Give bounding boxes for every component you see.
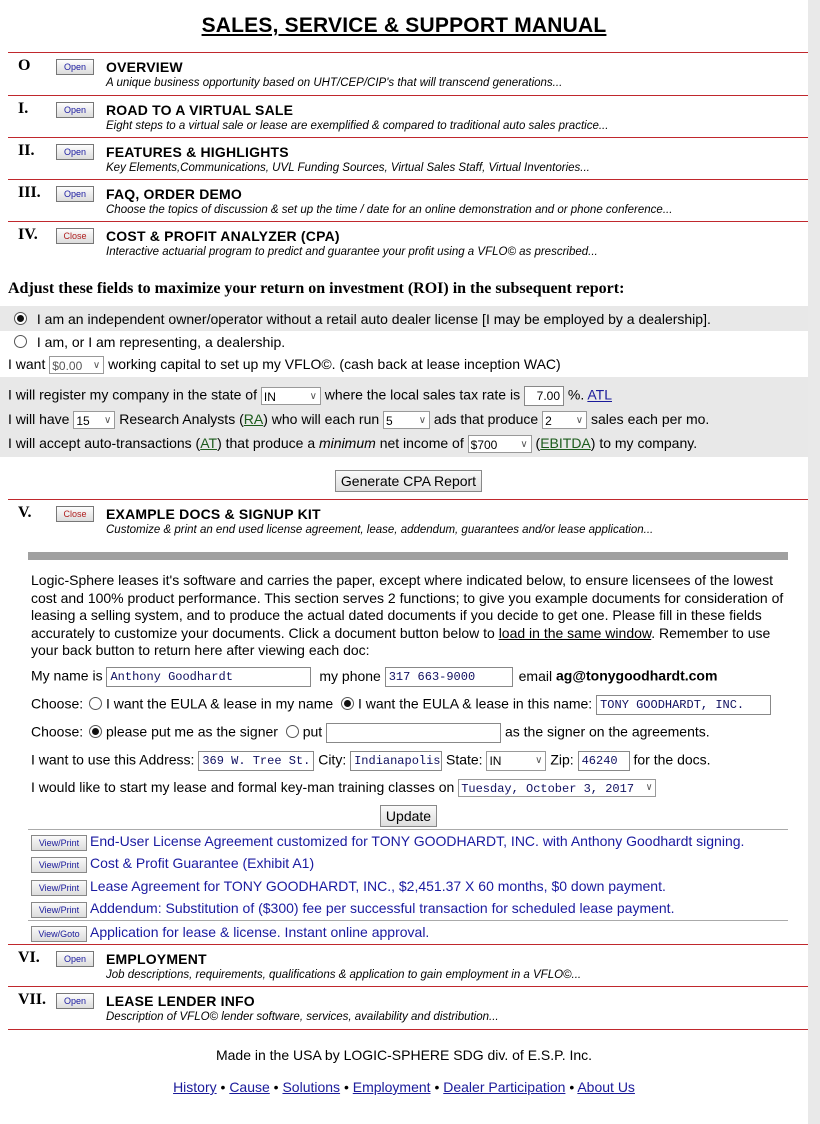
tax-rate-input[interactable]: 7.00: [524, 386, 564, 406]
eula-company-radio[interactable]: [341, 697, 354, 710]
address-row: [31, 751, 711, 771]
close-button[interactable]: Close: [56, 506, 94, 522]
tax-suffix: %.: [567, 386, 585, 403]
section-cpa: [8, 221, 808, 263]
separator: •: [569, 1079, 575, 1095]
view-print-addendum-button[interactable]: View/Print: [31, 902, 87, 918]
doc-list-divider: [28, 829, 788, 830]
owner-radio-row: [14, 311, 711, 327]
zip-suffix: for the docs.: [633, 751, 711, 768]
state-value: IN: [263, 390, 276, 404]
section-employment: [8, 944, 808, 986]
separator: •: [434, 1079, 440, 1095]
chevron-down-icon: ∨: [92, 360, 101, 372]
made-in-usa: Made in the USA by LOGIC-SPHERE SDG div. of E.S.P. Inc.: [215, 1047, 593, 1063]
ra-link[interactable]: RA: [243, 411, 264, 427]
open-button[interactable]: Open: [56, 186, 94, 202]
section-title: ROAD TO A VIRTUAL SALE: [106, 102, 294, 118]
section-number: III.: [18, 184, 41, 201]
eula-choice-row: [31, 695, 771, 715]
separator: •: [220, 1079, 226, 1095]
section-title: LEASE LENDER INFO: [106, 993, 255, 1009]
section-number: IV.: [18, 226, 38, 243]
divider-bar: [28, 552, 788, 560]
email-label: email: [518, 667, 553, 684]
view-goto-application-button[interactable]: View/Goto: [31, 926, 87, 942]
chevron-down-icon: ∨: [309, 391, 317, 402]
lease-doc-label: Lease Agreement for TONY GOODHARDT, INC., $2,451.37 X 60 months, $0 down payment.: [90, 878, 666, 894]
name-input[interactable]: Anthony Goodhardt: [106, 667, 311, 687]
section-overview: [8, 52, 808, 94]
open-button[interactable]: Open: [56, 993, 94, 1009]
chevron-down-icon: ∨: [104, 415, 112, 427]
register-row: [8, 386, 612, 406]
section-lease-lender: [8, 986, 808, 1030]
generate-cpa-report-button[interactable]: Generate CPA Report: [335, 470, 482, 492]
section-number: I.: [18, 100, 29, 117]
phone-label: my phone: [319, 667, 381, 684]
section-number: V.: [18, 504, 32, 521]
dealer-radio-label: I am, or I am representing, a dealership.: [36, 334, 286, 350]
section-number: O: [18, 57, 31, 74]
section-description: Job descriptions, requirements, qualifications & application to gain employment in a VFLO©...: [106, 969, 582, 981]
register-prefix: I will register my company in the state of: [8, 386, 257, 403]
accept-suffix: ) to my company.: [590, 435, 698, 451]
accept-mid: ) that produce a: [217, 435, 316, 451]
section-faq: [8, 179, 808, 221]
minimum-text: minimum: [319, 435, 376, 451]
start-date-value: Tuesday, October 3, 2017: [461, 782, 635, 797]
page-title: SALES, SERVICE & SUPPORT MANUAL: [201, 14, 607, 37]
view-print-guarantee-button[interactable]: View/Print: [31, 857, 87, 873]
phone-input[interactable]: 317 663-9000: [385, 667, 513, 687]
chevron-down-icon: ∨: [520, 439, 528, 451]
address-input[interactable]: 369 W. Tree St.: [198, 751, 314, 771]
at-link[interactable]: AT: [200, 435, 218, 451]
name-label: My name is: [31, 667, 103, 684]
scrollbar[interactable]: [808, 0, 820, 1124]
dealer-radio-row: [14, 334, 285, 350]
doc-list-divider-2: [28, 920, 788, 921]
sales-select[interactable]: [542, 411, 587, 429]
open-button[interactable]: Open: [56, 59, 94, 75]
section-description: Key Elements,Communications, UVL Funding Sources, Virtual Sales Staff, Virtual Inventories...: [106, 162, 590, 174]
signer-other-radio[interactable]: [286, 725, 299, 738]
open-button[interactable]: Open: [56, 951, 94, 967]
signer-me-label: please put me as the signer: [105, 723, 278, 740]
intro-text: Logic-Sphere leases it's software and carries the paper, except where indicated below, to ensure licensees of the lowest cost and 100% product performance. This section serves 2 functions; to give you example documents for consideration of leasing a selling system, and to produce the actual dated documents if you decide to get one. Please fill in these fields accurately to customize your documents. Click a document button below to: [31, 572, 784, 641]
section-description: Interactive actuarial program to predict and guarantee your profit using a VFLO© as prescribed...: [106, 246, 598, 258]
analysts-row: [8, 411, 709, 429]
separator: •: [273, 1079, 279, 1095]
section-road-to-virtual-sale: [8, 95, 808, 137]
paren-open: (: [535, 435, 541, 451]
start-date-select[interactable]: [458, 779, 656, 797]
state-label: State:: [445, 751, 483, 768]
docs-state-value: IN: [489, 754, 502, 768]
capital-select[interactable]: [49, 356, 104, 374]
section-description: Eight steps to a virtual sale or lease are exemplified & compared to traditional auto sales practice...: [106, 120, 609, 132]
update-button[interactable]: Update: [380, 805, 437, 827]
income-row: [8, 435, 697, 453]
choose-label: Choose:: [31, 723, 84, 740]
capital-value: $0.00: [52, 359, 83, 374]
ads-text: ads that produce: [433, 411, 539, 427]
analysts-value: 15: [76, 414, 90, 429]
separator: •: [343, 1079, 349, 1095]
docs-intro: [31, 572, 791, 660]
view-print-lease-button[interactable]: View/Print: [31, 880, 87, 896]
income-select[interactable]: [468, 435, 532, 453]
eula-company-label: I want the EULA & lease in this name:: [357, 695, 593, 712]
section-description: Choose the topics of discussion & set up the time / date for an online demonstration and or phone conference...: [106, 204, 673, 216]
section-description: Customize & print an end used license agreement, lease, addendum, guarantees and/or lease application...: [106, 524, 654, 536]
cpa-heading: Adjust these fields to maximize your return on investment (ROI) in the subsequent report:: [8, 280, 625, 297]
intro-text-end: . Remember to use your back button to return here after viewing each doc:: [31, 624, 771, 658]
open-button[interactable]: Open: [56, 102, 94, 118]
chevron-down-icon: ∨: [646, 783, 653, 795]
same-window-link[interactable]: load in the same window: [498, 624, 652, 641]
run-text: ) who will each run: [263, 411, 380, 427]
section-title: FEATURES & HIGHLIGHTS: [106, 144, 289, 160]
city-input[interactable]: Indianapolis: [350, 751, 442, 771]
dealer-participation-link[interactable]: Dealer Participation: [443, 1079, 566, 1095]
signer-me-radio[interactable]: [89, 725, 102, 738]
start-date-row: [31, 779, 656, 797]
section-description: A unique business opportunity based on UHT/CEP/CIP's that will transcend generations...: [106, 77, 563, 89]
chevron-down-icon: ∨: [575, 415, 584, 427]
history-link[interactable]: History: [173, 1079, 217, 1095]
signer-put-label: put: [302, 723, 323, 740]
tax-text: where the local sales tax rate is: [324, 386, 521, 403]
have-prefix: I will have: [8, 411, 70, 427]
open-button[interactable]: Open: [56, 144, 94, 160]
owner-radio-label: I am an independent owner/operator without a retail auto dealer license [I may be employed by a dealership].: [36, 311, 711, 327]
dealer-radio[interactable]: [14, 335, 27, 348]
employment-link[interactable]: Employment: [352, 1079, 431, 1095]
section-example-docs: [8, 499, 808, 541]
city-label: City:: [318, 751, 347, 768]
state-select[interactable]: [261, 387, 321, 405]
accept-mid2: net income of: [379, 435, 464, 451]
start-date-label: I would like to start my lease and formal key-man training classes on: [31, 779, 455, 795]
section-title: COST & PROFIT ANALYZER (CPA): [106, 228, 340, 244]
section-number: VII.: [18, 991, 47, 1008]
sales-value: 2: [545, 414, 552, 429]
section-title: OVERVIEW: [106, 59, 183, 75]
signer-row: [31, 723, 710, 743]
income-value: $700: [470, 438, 498, 453]
guarantee-doc-label: Cost & Profit Guarantee (Exhibit A1): [90, 855, 315, 871]
analysts-select[interactable]: [73, 411, 115, 429]
zip-input[interactable]: 46240: [578, 751, 630, 771]
footer-nav: [0, 1079, 808, 1095]
ebitda-link[interactable]: EBITDA: [540, 435, 591, 451]
ads-select[interactable]: [383, 411, 430, 429]
capital-prefix: I want: [8, 356, 46, 372]
chevron-down-icon: ∨: [418, 415, 427, 427]
section-number: VI.: [18, 949, 40, 966]
company-name-input[interactable]: TONY GOODHARDT, INC.: [596, 695, 771, 715]
contact-row: [31, 667, 717, 687]
owner-radio[interactable]: [14, 312, 27, 325]
signer-name-input[interactable]: [326, 723, 501, 743]
section-title: EMPLOYMENT: [106, 951, 207, 967]
chevron-down-icon: ∨: [535, 755, 543, 766]
eula-mine-radio[interactable]: [89, 697, 102, 710]
sales-text: sales each per mo.: [591, 411, 710, 427]
email-value: ag@tonygoodhardt.com: [555, 667, 718, 684]
solutions-link[interactable]: Solutions: [282, 1079, 341, 1095]
section-title: FAQ, ORDER DEMO: [106, 186, 243, 202]
section-number: II.: [18, 142, 35, 159]
atl-link[interactable]: ATL: [587, 386, 612, 403]
zip-label: Zip:: [550, 751, 574, 768]
addendum-doc-label: Addendum: Substitution of ($300) fee per successful transaction for scheduled lease payment.: [90, 900, 675, 916]
analysts-text: Research Analysts (: [119, 411, 244, 427]
capital-row: [8, 356, 561, 374]
close-button[interactable]: Close: [56, 228, 94, 244]
about-us-link[interactable]: About Us: [577, 1079, 635, 1095]
application-doc-label: Application for lease & license. Instant online approval.: [90, 924, 430, 940]
section-description: Description of VFLO© lender software, services, availability and distribution...: [106, 1011, 499, 1023]
eula-mine-label: I want the EULA & lease in my name: [105, 695, 334, 712]
eula-doc-label: End-User License Agreement customized for TONY GOODHARDT, INC. with Anthony Goodhardt signing.: [90, 833, 745, 849]
choose-label: Choose:: [31, 695, 84, 712]
address-label: I want to use this Address:: [31, 751, 195, 768]
accept-prefix: I will accept auto-transactions (: [8, 435, 201, 451]
ads-value: 5: [386, 414, 393, 429]
section-title: EXAMPLE DOCS & SIGNUP KIT: [106, 506, 321, 522]
view-print-eula-button[interactable]: View/Print: [31, 835, 87, 851]
cause-link[interactable]: Cause: [229, 1079, 270, 1095]
section-features: [8, 137, 808, 179]
signer-suffix: as the signer on the agreements.: [504, 723, 710, 740]
docs-state-select[interactable]: [486, 751, 546, 771]
capital-suffix: working capital to set up my VFLO©. (cash back at lease inception WAC): [108, 356, 561, 372]
